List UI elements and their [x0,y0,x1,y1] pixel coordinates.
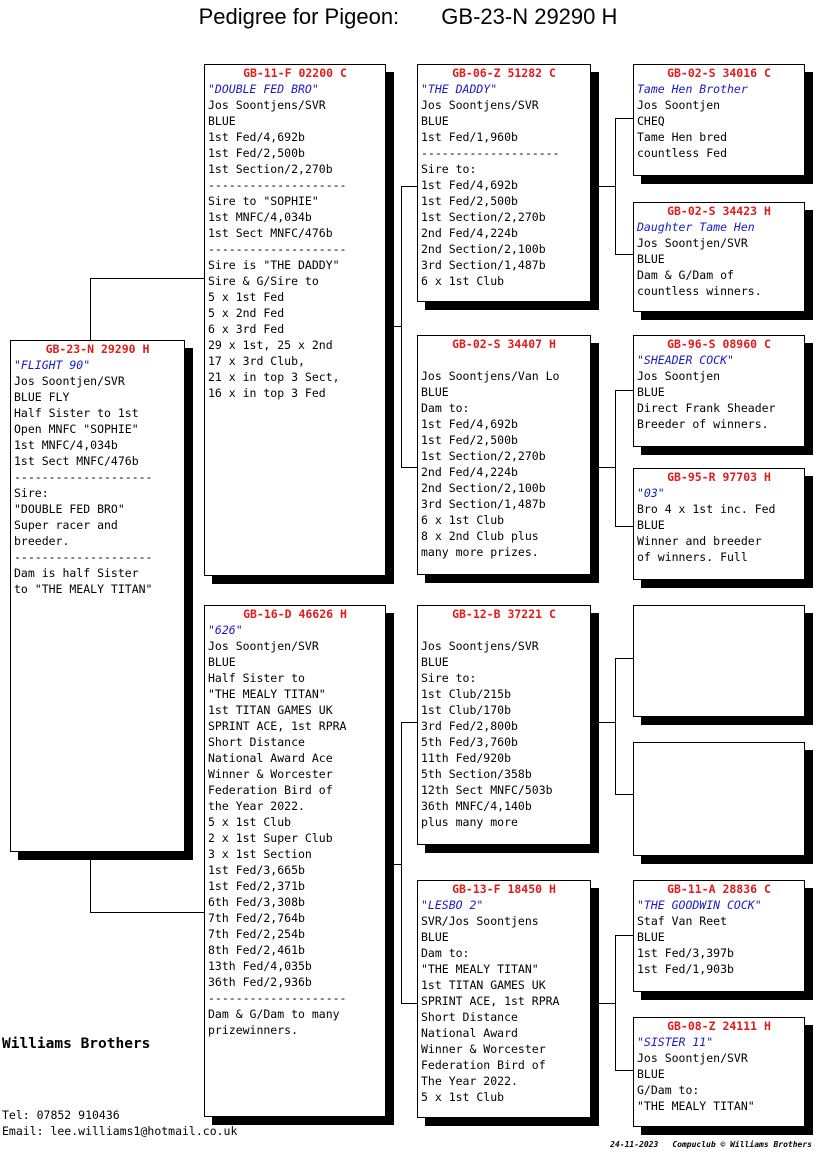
connector [90,278,204,279]
title-label: Pedigree for Pigeon: [198,4,400,29]
detail-line: BLUE [421,114,449,128]
separator-line: -------------------- [208,178,347,192]
connector [386,864,402,865]
separator-line: -------------------- [208,242,347,256]
bird-name: "THE DADDY" [421,82,498,96]
bird-name: "SISTER 11" [637,1035,714,1049]
dam-card [204,605,386,1117]
detail-line: 36th MNFC/4,140b [421,799,532,813]
detail-line: Jos Soontjens/Van Lo [421,369,560,383]
owner-name: Williams Brothers [2,1036,151,1052]
detail-line: to "THE MEALY TITAN" [14,582,153,596]
separator-line: -------------------- [14,470,153,484]
bird-name: "SHEADER COCK" [637,353,734,367]
detail-line: Short Distance [421,1010,518,1024]
detail-line: 36th Fed/2,936b [208,975,312,989]
detail-line: 1st Fed/4,692b [421,417,518,431]
detail-line: Dam & G/Dam of [637,268,734,282]
page-title [0,4,816,30]
detail-line: 5 x 2nd Fed [208,306,285,320]
detail-line: Breeder of winners. [637,417,769,431]
bird-name: "THE GOODWIN COCK" [637,898,762,912]
sire-sire-card [417,64,591,302]
dam-sire-card [417,605,591,845]
detail-line: Jos Soontjen/SVR [637,1051,748,1065]
detail-line: Dam to: [421,946,470,960]
bird-name: "FLIGHT 90" [14,358,91,372]
detail-line: Open MNFC "SOPHIE" [14,422,139,436]
detail-line: 21 x in top 3 Sect, [208,370,340,384]
detail-line: Sire to: [421,671,477,685]
ring-number: GB-23-N 29290 H [45,342,150,356]
detail-line: Half Sister to [208,671,305,685]
detail-line: Half Sister to 1st [14,406,139,420]
detail-line: 7th Fed/2,764b [208,911,305,925]
sire-dam-sire-card [633,335,805,447]
detail-line: Sire to: [421,162,477,176]
connector [615,254,633,255]
detail-line: National Award [421,1026,518,1040]
detail-line: Jos Soontjens/SVR [208,98,326,112]
connector [598,1003,616,1004]
bird-name: Daughter Tame Hen [637,220,755,234]
detail-line: countless Fed [637,146,728,160]
ring-number: GB-13-F 18450 H [452,882,556,896]
ring-number: GB-08-Z 24111 H [667,1019,771,1033]
detail-line: 6 x 1st Club [421,274,505,288]
sire-dam-card [417,335,591,575]
dam-dam-sire-card [633,880,805,992]
connector [615,935,616,1071]
contact-email: Email: lee.williams1@hotmail.co.uk [2,1124,238,1138]
detail-line: BLUE [637,252,665,266]
connector [615,390,616,527]
detail-line: Sire: [14,486,49,500]
detail-line: Super racer and [14,518,118,532]
detail-line: Dam is half Sister [14,566,139,580]
detail-line: 1st Section/2,270b [208,162,333,176]
connector [598,467,616,468]
detail-line: 12th Sect MNFC/503b [421,783,553,797]
sire-sire-sire-card [633,64,805,176]
detail-line: 2nd Section/2,100b [421,481,546,495]
detail-line: 1st Fed/4,692b [208,130,305,144]
bird-name: Tame Hen Brother [637,82,748,96]
detail-line: BLUE [421,930,449,944]
detail-line: 13th Fed/4,035b [208,959,312,973]
detail-line: Direct Frank Sheader [637,401,776,415]
connector [90,278,91,340]
detail-line: 17 x 3rd Club, [208,354,305,368]
detail-line: 3rd Fed/2,800b [421,719,518,733]
detail-line: Tame Hen bred [637,130,728,144]
detail-line: G/Dam to: [637,1083,700,1097]
connector [401,467,417,468]
detail-line: 3rd Section/1,487b [421,258,546,272]
detail-line: 1st Club/170b [421,703,512,717]
connector [598,722,616,723]
detail-line: Jos Soontjens/SVR [421,639,539,653]
detail-line: Jos Soontjen/SVR [14,374,125,388]
detail-line: 6th Fed/3,308b [208,895,305,909]
detail-line: of winners. Full [637,550,748,564]
detail-line: 1st Fed/1,960b [421,130,518,144]
connector [615,935,633,936]
bird-name: "03" [637,486,665,500]
detail-line: 2nd Fed/4,224b [421,226,518,240]
ring-number: GB-02-S 34407 H [452,337,556,351]
detail-line: "DOUBLE FED BRO" [14,502,125,516]
detail-line: 1st TITAN GAMES UK [208,703,333,717]
ring-number: GB-06-Z 51282 C [452,66,556,80]
detail-line: BLUE [208,655,236,669]
bird-name: "626" [208,623,243,637]
detail-line: Sire & G/Sire to [208,274,319,288]
dam-sire-sire-card [633,605,805,717]
detail-line: 3 x 1st Section [208,847,312,861]
connector [401,186,402,468]
detail-line: Winner and breeder [637,534,762,548]
subject-bird-card [10,340,185,852]
detail-line: Jos Soontjen/SVR [208,639,319,653]
detail-line: 5th Fed/3,760b [421,735,518,749]
connector [615,794,633,795]
detail-line: Federation Bird of [208,783,333,797]
connector [401,722,417,723]
detail-line: 5 x 1st Club [421,1090,505,1104]
connector [90,912,204,913]
detail-line: "THE MEALY TITAN" [421,962,539,976]
detail-line: 3rd Section/1,487b [421,497,546,511]
detail-line: Dam & G/Dam to many [208,1007,340,1021]
detail-line: Jos Soontjen [637,98,721,112]
detail-line: Jos Soontjen [637,369,721,383]
bird-name: "LESBO 2" [421,898,484,912]
ring-number: GB-96-S 08960 C [667,337,771,351]
dam-sire-dam-card [633,742,805,856]
detail-line: Bro 4 x 1st inc. Fed [637,502,776,516]
ring-number: GB-11-A 28836 C [667,882,771,896]
connector [401,186,417,187]
detail-line: Jos Soontjen/SVR [637,236,748,250]
connector [401,722,402,1004]
detail-line: 16 x in top 3 Fed [208,386,326,400]
footer-credit [610,1140,812,1149]
footer-date: 24-11-2023 [610,1140,659,1149]
detail-line: 1st Fed/3,397b [637,946,734,960]
detail-line: 11th Fed/920b [421,751,512,765]
sire-dam-dam-card [633,468,805,580]
detail-line: 29 x 1st, 25 x 2nd [208,338,333,352]
sire-card [204,64,386,576]
detail-line: Jos Soontjens/SVR [421,98,539,112]
connector [615,658,633,659]
separator-line: -------------------- [208,991,347,1005]
detail-line: 8 x 2nd Club plus [421,529,539,543]
detail-line: 2nd Section/2,100b [421,242,546,256]
detail-line: SPRINT ACE, 1st RPRA [421,994,560,1008]
detail-line: breeder. [14,534,70,548]
detail-line: 1st TITAN GAMES UK [421,978,546,992]
contact-tel: Tel: 07852 910436 [2,1108,120,1122]
detail-line: BLUE [421,385,449,399]
detail-line: BLUE [208,114,236,128]
detail-line: 8th Fed/2,461b [208,943,305,957]
ring-number: GB-02-S 34423 H [667,204,771,218]
detail-line: many more prizes. [421,545,539,559]
detail-line: 1st Sect MNFC/476b [208,226,333,240]
detail-line: 1st MNFC/4,034b [208,210,312,224]
connector [401,1003,417,1004]
connector [615,526,633,527]
detail-line: 5th Section/358b [421,767,532,781]
detail-line: BLUE [637,930,665,944]
title-ring: GB-23-N 29290 H [441,4,618,29]
detail-line: Sire to "SOPHIE" [208,194,319,208]
connector [615,1070,633,1071]
ring-number: GB-16-D 46626 H [243,607,347,621]
detail-line: 1st Sect MNFC/476b [14,454,139,468]
detail-line: prizewinners. [208,1023,299,1037]
separator-line: -------------------- [421,146,560,160]
connector [598,186,616,187]
detail-line: CHEQ [637,114,665,128]
separator-line: -------------------- [14,550,153,564]
detail-line: 1st Fed/1,903b [637,962,734,976]
connector [90,858,91,912]
detail-line: plus many more [421,815,518,829]
detail-line: SVR/Jos Soontjens [421,914,539,928]
detail-line: Staf Van Reet [637,914,728,928]
detail-line: 2 x 1st Super Club [208,831,333,845]
detail-line: 6 x 1st Club [421,513,505,527]
detail-line: 1st Section/2,270b [421,449,546,463]
bird-name [421,352,587,368]
detail-line: 6 x 3rd Fed [208,322,285,336]
detail-line: BLUE FLY [14,390,70,404]
detail-line: countless winners. [637,284,762,298]
bird-name [421,622,587,638]
detail-line: The Year 2022. [421,1074,518,1088]
detail-line: 1st Fed/2,500b [208,146,305,160]
ring-number: GB-02-S 34016 C [667,66,771,80]
detail-line: "THE MEALY TITAN" [637,1099,755,1113]
bird-name: "DOUBLE FED BRO" [208,82,319,96]
detail-line: National Award Ace [208,751,333,765]
dam-dam-card [417,880,591,1118]
detail-line: "THE MEALY TITAN" [208,687,326,701]
connector [615,118,633,119]
detail-line: 2nd Fed/4,224b [421,465,518,479]
detail-line: 1st Fed/2,371b [208,879,305,893]
dam-dam-dam-card [633,1017,805,1127]
ring-number: GB-12-B 37221 C [452,607,556,621]
connector [615,390,633,391]
detail-line: the Year 2022. [208,799,305,813]
connector [615,118,616,255]
detail-line: 1st Section/2,270b [421,210,546,224]
detail-line: Winner & Worcester [208,767,333,781]
detail-line: Dam to: [421,401,470,415]
detail-line: BLUE [637,518,665,532]
detail-line: BLUE [421,655,449,669]
detail-line: 1st Fed/3,665b [208,863,305,877]
detail-line: 1st Fed/2,500b [421,194,518,208]
connector [615,658,616,795]
detail-line: SPRINT ACE, 1st RPRA [208,719,347,733]
footer-software: Compuclub © Williams Brothers [672,1140,812,1149]
detail-line: 7th Fed/2,254b [208,927,305,941]
detail-line: Federation Bird of [421,1058,546,1072]
connector [386,326,402,327]
detail-line: BLUE [637,1067,665,1081]
sire-sire-dam-card [633,202,805,312]
detail-line: 1st MNFC/4,034b [14,438,118,452]
detail-line: BLUE [637,385,665,399]
detail-line: Winner & Worcester [421,1042,546,1056]
detail-line: Sire is "THE DADDY" [208,258,340,272]
ring-number: GB-11-F 02200 C [243,66,347,80]
detail-line: 1st Fed/4,692b [421,178,518,192]
detail-line: 1st Fed/2,500b [421,433,518,447]
detail-line: 1st Club/215b [421,687,512,701]
detail-line: Short Distance [208,735,305,749]
detail-line: 5 x 1st Club [208,815,292,829]
ring-number: GB-95-R 97703 H [667,470,771,484]
detail-line: 5 x 1st Fed [208,290,285,304]
